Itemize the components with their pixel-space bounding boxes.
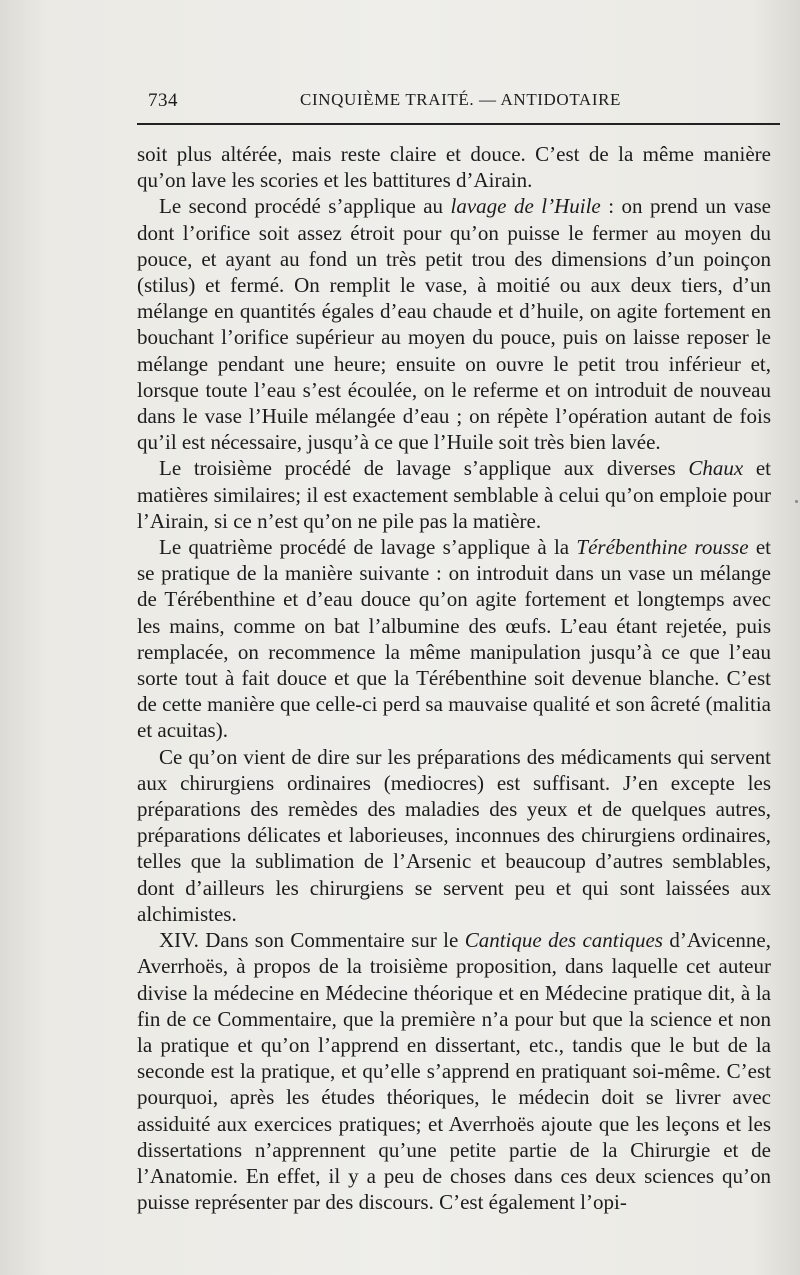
paragraph [137,927,771,1215]
paragraph [137,193,771,455]
paragraph-text: Le troisième procédé de lavage s’applique aux diverses [159,456,689,481]
header-rule [137,123,780,125]
italic-term: Térébenthine rousse [576,535,749,560]
paragraph [137,455,771,534]
paragraph-text: Le second procédé s’applique au [159,194,451,219]
margin-speck [795,500,798,503]
italic-term: lavage de l’Huile [450,194,601,219]
paragraph-text: Le quatrième procédé de lavage s’applique à la [159,535,577,560]
paragraph [137,141,771,193]
paragraph-text: Ce qu’on vient de dire sur les préparations des médicaments qui servent aux chirurgiens ordinaires (mediocres) est suffisant. J’en excepte les préparations des remèdes des maladies des yeux et de quelques autres, préparations délicates et laborieuses, inconnues des chirurgiens ordinaires, telles que la sublimation de l’Arsenic et beaucoup d’autres semblables, dont d’ailleurs les chirurgiens se servent peu et qui sont laissées aux alchimistes. [137,744,771,926]
paragraph [137,534,771,744]
paragraph-text: : on prend un vase dont l’orifice soit assez étroit pour qu’on puisse le fermer au moyen du pouce, et ayant au fond un très petit trou des dimensions d’un poinçon (stilus) et fermé. On remplit le vase, à moitié ou aux deux tiers, d’un mélange en quantités égales d’eau chaude et d’huile, on agite fortement en bouchant l’orifice supérieur au moyen du pouce, puis on laisse reposer le mélange pendant une heure; ensuite on ouvre le petit trou inférieur et, lorsque toute l’eau s’est écoulée, on le referme et on introduit de nouveau dans le vase l’Huile mélangée d’eau ; on répète l’opération autant de fois qu’il est nécessaire, jusqu’à ce que l’Huile soit très bien lavée. [137,194,772,455]
italic-term: Cantique des cantiques [464,928,663,953]
paragraph-text: et matières similaires; il est exactement semblable à celui qu’on emploie pour l’Airain, si ce n’est qu’on ne pile pas la matière. [137,456,771,533]
page-header [148,86,778,116]
paragraph-text: soit plus altérée, mais reste claire et douce. C’est de la même manière qu’on lave les scories et les battitures d’Airain. [137,142,771,193]
body-text [137,141,771,1215]
paragraph-text: d’Avicenne, Averrhoës, à propos de la troisième proposition, dans laquelle cet auteur divise la médecine en Médecine théorique et en Médecine pratique dit, à la fin de ce Commentaire, que la première n’a pour but que la science et non la pratique et qu’on l’apprend en dissertant, etc., tandis que le but de la seconde est la pratique, et qu’elle s’apprend en pratiquant soi-même. C’est pourquoi, après les études théoriques, le médecin doit se livrer avec assiduité aux exercices pratiques; et Averrhoës ajoute que les leçons et les dissertations n’apprennent qu’une petite partie de la Chirurgie et de l’Anatomie. En effet, il y a peu de choses dans ces deux sciences qu’on puisse représenter par des discours. C’est également l’opi- [137,928,771,1215]
running-title: CINQUIÈME TRAITÉ. — ANTIDOTAIRE [300,90,621,109]
italic-term: Chaux [688,456,744,481]
page-number: 734 [148,90,178,111]
paragraph-text: XIV. Dans son Commentaire sur le [159,928,465,953]
paragraph [137,744,771,927]
paragraph-text: et se pratique de la manière suivante : on introduit dans un vase un mélange de Térébenthine et d’eau douce qu’on agite fortement et longtemps avec les mains, comme on bat l’albumine des œufs. L’eau étant rejetée, puis remplacée, on recommence la même manipulation jusqu’à ce que l’eau sorte tout à fait douce et que la Térébenthine soit devenue blanche. C’est de cette manière que celle-ci perd sa mauvaise qualité et son âcreté (malitia et acuitas). [137,535,772,743]
